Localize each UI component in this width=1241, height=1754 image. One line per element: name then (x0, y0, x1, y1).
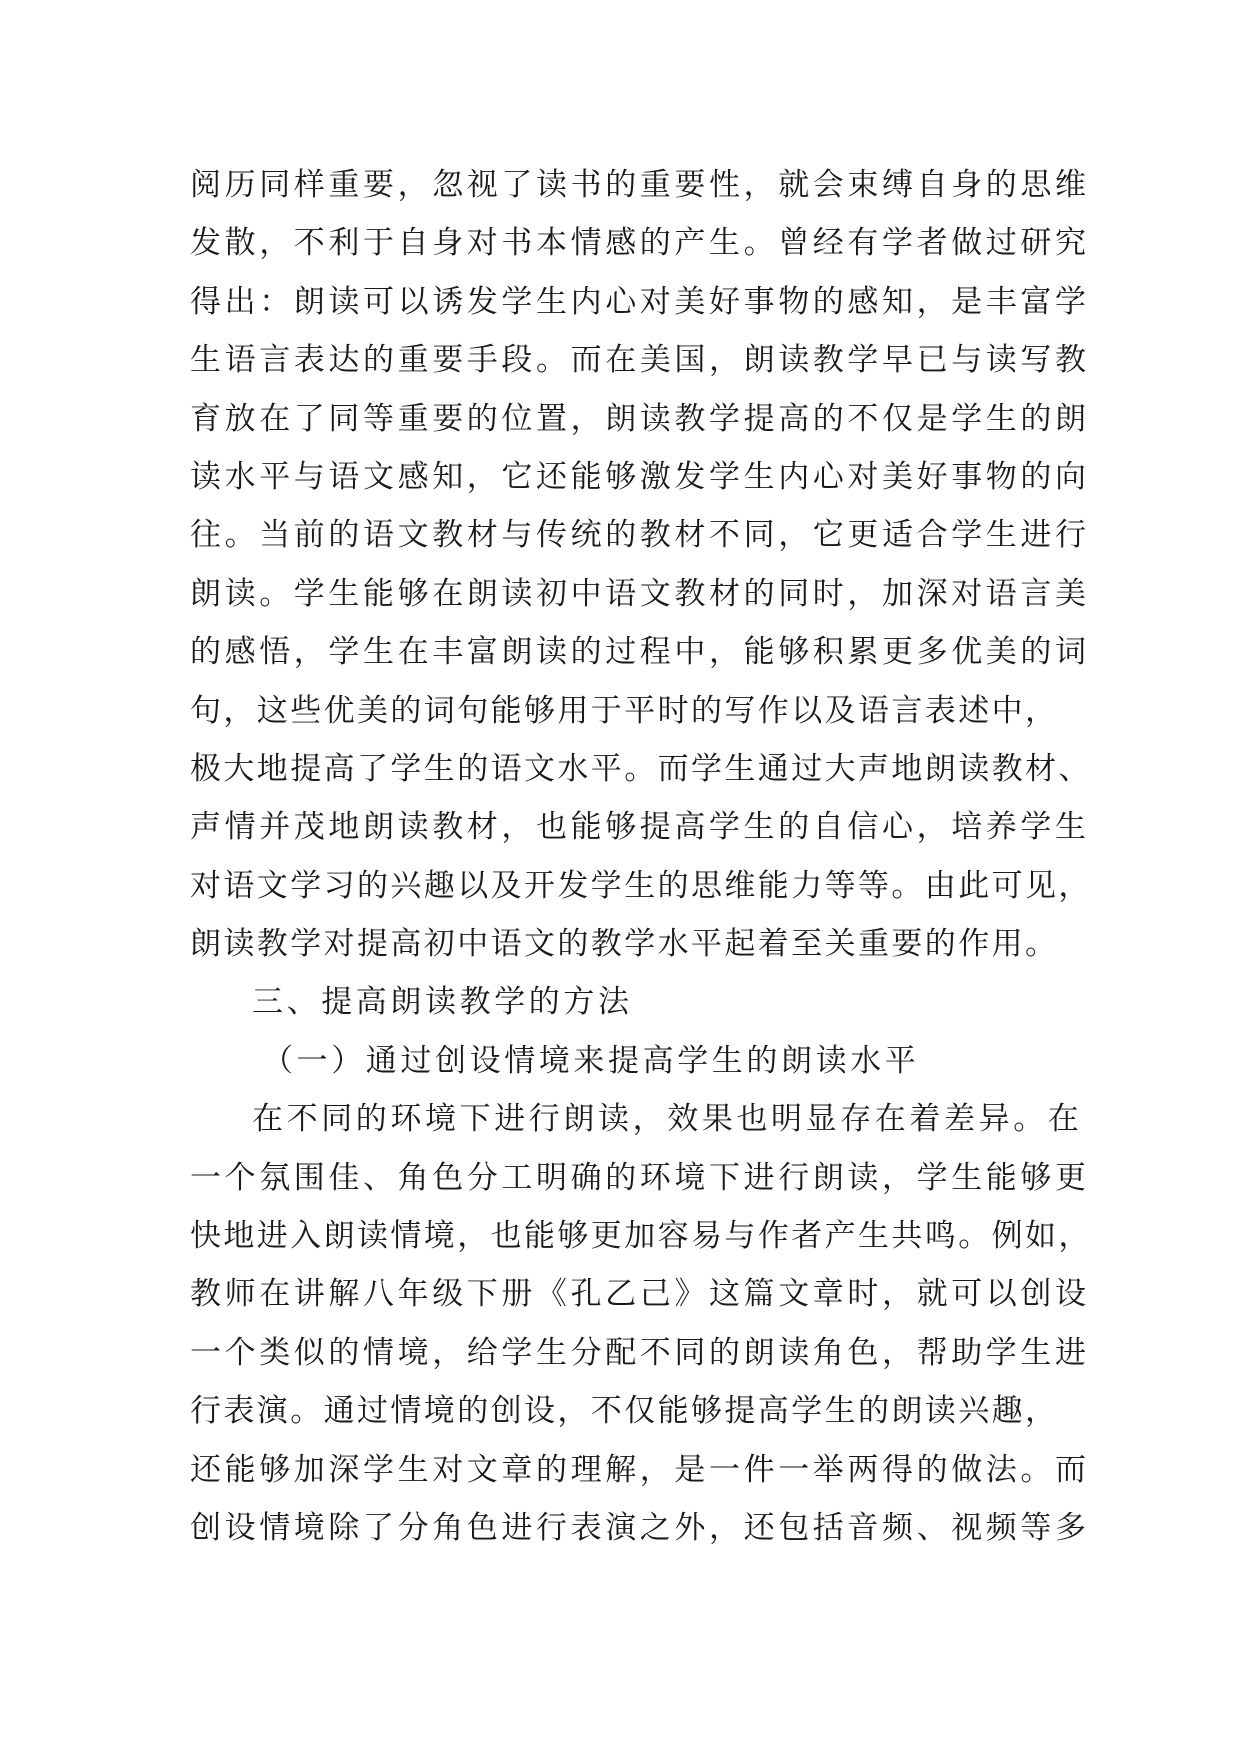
paragraph-line: 朗读教学对提高初中语文的教学水平起着至关重要的作用。 (190, 926, 1059, 963)
paragraph-line: 对语文学习的兴趣以及开发学生的思维能力等等。由此可见， (190, 867, 1092, 904)
paragraph-line: 快地进入朗读情境，也能够更加容易与作者产生共鸣。例如， (190, 1218, 1092, 1255)
body-text (190, 156, 1092, 1557)
paragraph-line: 一个类似的情境，给学生分配不同的朗读角色，帮助学生进 (190, 1334, 1090, 1371)
paragraph-line: 的感悟，学生在丰富朗读的过程中，能够积累更多优美的词 (190, 634, 1090, 671)
paragraph-line: 创设情境除了分角色进行表演之外，还包括音频、视频等多 (190, 1509, 1090, 1546)
paragraph-line: 行表演。通过情境的创设，不仅能够提高学生的朗读兴趣， (190, 1393, 1059, 1430)
paragraph-line: 朗读。学生能够在朗读初中语文教材的同时，加深对语言美 (190, 575, 1090, 612)
paragraph-line: 还能够加深学生对文章的理解，是一件一举两得的做法。而 (190, 1451, 1090, 1488)
paragraph-line: 教师在讲解八年级下册《孔乙己》这篇文章时，就可以创设 (190, 1276, 1090, 1313)
paragraph-line: 声情并茂地朗读教材，也能够提高学生的自信心，培养学生 (190, 809, 1090, 846)
paragraph-line: 阅历同样重要，忽视了读书的重要性，就会束缚自身的思维 (190, 167, 1090, 203)
paragraph-line: 极大地提高了学生的语文水平。而学生通过大声地朗读教材、 (190, 750, 1092, 787)
paragraph-line: 发散，不利于自身对书本情感的产生。曾经有学者做过研究 (190, 225, 1090, 262)
paragraph-line: 句，这些优美的词句能够用于平时的写作以及语言表述中， (190, 692, 1059, 729)
paragraph-line: 在不同的环境下进行朗读，效果也明显存在着差异。在 (252, 1101, 1083, 1138)
paragraph-line: 生语言表达的重要手段。而在美国，朗读教学早已与读写教 (190, 342, 1090, 379)
paragraph-line: 往。当前的语文教材与传统的教材不同，它更适合学生进行 (190, 517, 1090, 554)
paragraph-line: 读水平与语文感知，它还能够激发学生内心对美好事物的向 (190, 458, 1090, 495)
paragraph-line: 一个氛围佳、角色分工明确的环境下进行朗读，学生能够更 (190, 1159, 1090, 1196)
paragraph-line: 育放在了同等重要的位置，朗读教学提高的不仅是学生的朗 (190, 400, 1090, 437)
paragraph-line: 得出：朗读可以诱发学生内心对美好事物的感知，是丰富学 (190, 283, 1090, 320)
subsection-heading: （一）通过创设情境来提高学生的朗读水平 (262, 1042, 920, 1079)
section-heading: 三、提高朗读教学的方法 (252, 984, 633, 1021)
